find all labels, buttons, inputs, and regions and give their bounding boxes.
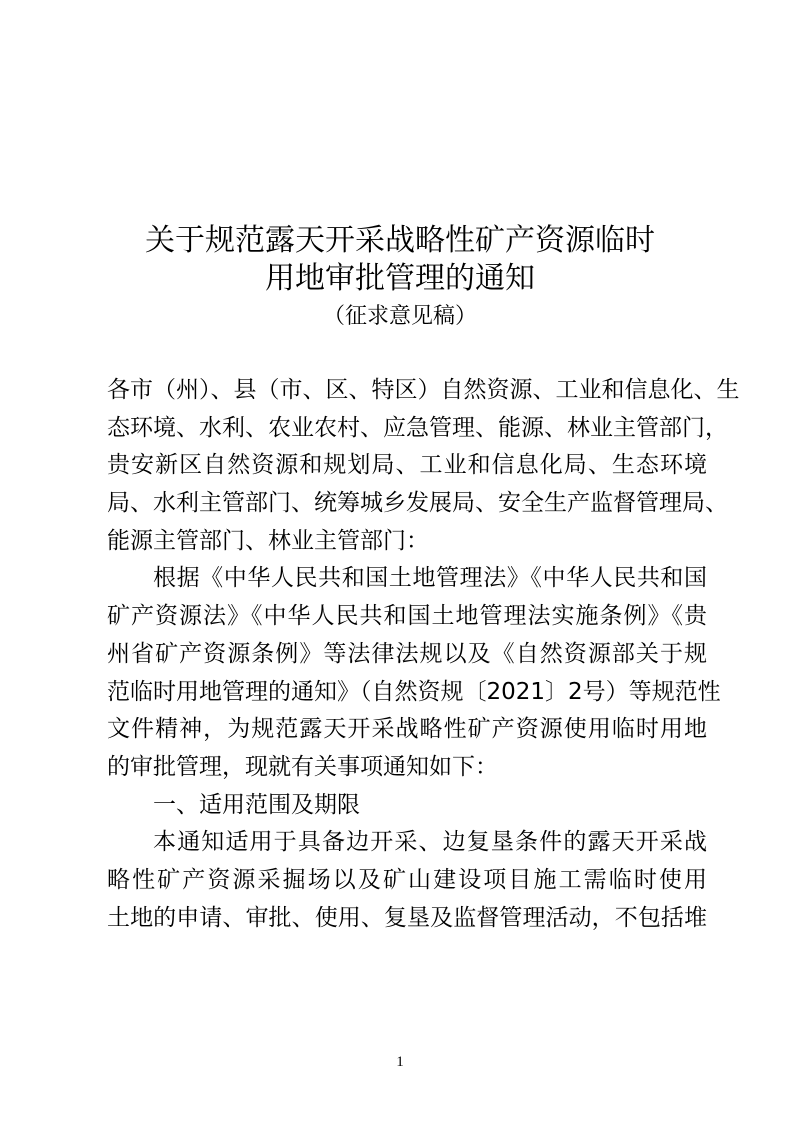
intro-line-3: 州省矿产资源条例》等法律法规以及《自然资源部关于规 [107, 640, 707, 667]
recipients-line-5: 能源主管部门、林业主管部门： [107, 527, 429, 554]
intro-paragraph [107, 560, 721, 786]
document-title-line-1: 关于规范露天开采战略性矿产资源临时 [145, 223, 655, 258]
intro-line-1: 根据《中华人民共和国土地管理法》《中华人民共和国 [153, 565, 707, 592]
section-heading: 一、适用范围及期限 [153, 791, 360, 818]
recipients-line-4: 局、水利主管部门、统筹城乡发展局、安全生产监督管理局、 [107, 490, 728, 517]
recipients-paragraph [107, 372, 740, 560]
document-subtitle: （征求意见稿） [322, 304, 477, 329]
document-body [107, 372, 740, 937]
document-title-line-2: 用地审批管理的通知 [265, 261, 535, 296]
section-paragraph [107, 824, 707, 937]
intro-line-4: 范临时用地管理的通知》（自然资规〔2021〕2号）等规范性 [107, 678, 721, 705]
intro-line-5: 文件精神，为规范露天开采战略性矿产资源使用临时用地 [107, 716, 707, 743]
document-title-block [0, 222, 800, 332]
recipients-line-3: 贵安新区自然资源和规划局、工业和信息化局、生态环境 [107, 452, 707, 479]
section-line-3: 土地的申请、审批、使用、复垦及监督管理活动，不包括堆 [107, 904, 707, 931]
intro-line-6: 的审批管理，现就有关事项通知如下： [107, 753, 498, 780]
intro-line-2: 矿产资源法》《中华人民共和国土地管理法实施条例》《贵 [107, 603, 707, 630]
section-line-2: 略性矿产资源采掘场以及矿山建设项目施工需临时使用 [107, 866, 707, 893]
section-line-1: 本通知适用于具备边开采、边复垦条件的露天开采战 [153, 829, 707, 856]
page-number: 1 [396, 1054, 404, 1070]
recipients-line-1: 各市（州）、县（市、区、特区）自然资源、工业和信息化、生 [107, 377, 740, 403]
recipients-line-2: 态环境、水利、农业农村、应急管理、能源、林业主管部门， [107, 414, 728, 441]
